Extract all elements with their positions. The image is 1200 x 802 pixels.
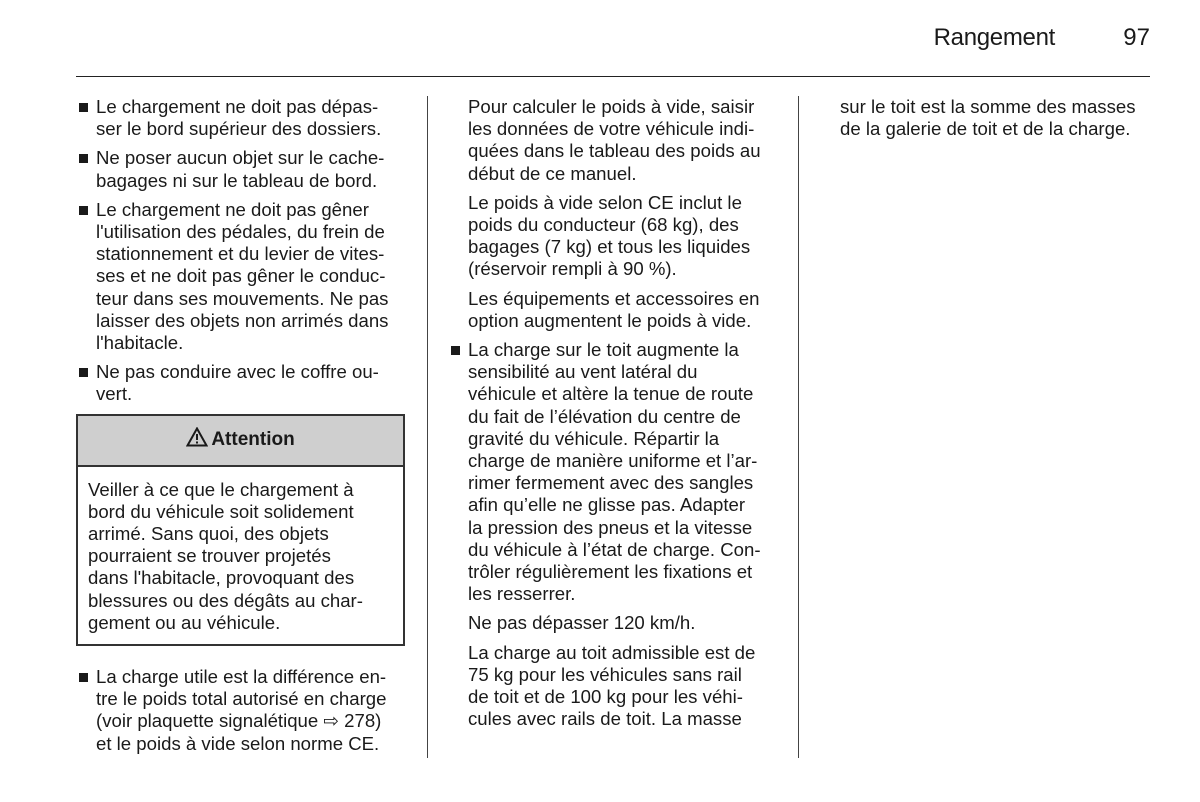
text-line: Le chargement ne doit pas gêner	[96, 198, 369, 220]
text-line: Veiller à ce que le chargement à	[88, 478, 354, 500]
text-line: tre le poids total autorisé en charge	[96, 688, 387, 710]
paragraph	[840, 96, 1155, 140]
column-divider	[427, 96, 428, 758]
column-divider	[798, 96, 799, 758]
text-line: de toit et de 100 kg pour les véhi-	[468, 686, 743, 708]
text-line: quées dans le tableau des poids au	[468, 140, 761, 162]
text-line: Le chargement ne doit pas dépas-	[96, 96, 379, 117]
list-item	[78, 666, 404, 755]
text-line: stationnement et du levier de vites-	[96, 243, 385, 265]
warning-triangle-icon	[186, 427, 208, 453]
text-line: poids du conducteur (68 kg), des	[468, 214, 739, 236]
paragraph	[468, 96, 778, 185]
list-item	[78, 199, 404, 354]
list-item	[450, 339, 778, 605]
text-line: Le poids à vide selon CE inclut le	[468, 191, 742, 213]
bullet-icon	[79, 673, 88, 682]
warning-title: Attention	[211, 429, 295, 451]
text-line: l'utilisation des pédales, du frein de	[96, 221, 385, 243]
warning-body	[78, 467, 403, 644]
text-line: Ne pas dépasser 120 km/h.	[468, 612, 696, 634]
page-number: 97	[1123, 24, 1150, 51]
text-line: bagages ni sur le tableau de bord.	[96, 169, 378, 191]
column-1	[78, 96, 404, 762]
header-rule	[76, 76, 1150, 77]
text-line: et le poids à vide selon norme CE.	[96, 732, 380, 754]
text-line: gement ou au véhicule.	[88, 611, 281, 633]
text-line: La charge utile est la différence en-	[96, 666, 387, 688]
text-line: Pour calculer le poids à vide, saisir	[468, 96, 755, 117]
text-line: charge de manière uniforme et l’ar-	[468, 450, 758, 472]
list-item	[78, 361, 404, 405]
text-line: blessures ou des dégâts au char-	[88, 589, 363, 611]
text-line: sur le toit est la somme des masses	[840, 96, 1136, 117]
text-line: gravité du véhicule. Répartir la	[468, 427, 720, 449]
text-line: afin qu’elle ne glisse pas. Adapter	[468, 494, 746, 516]
text-line: Les équipements et accessoires en	[468, 287, 760, 309]
paragraph	[468, 612, 778, 634]
text-line: début de ce manuel.	[468, 162, 637, 184]
text-line: Ne poser aucun objet sur le cache-	[96, 147, 385, 169]
text-line: la pression des pneus et la vitesse	[468, 516, 753, 538]
list-item	[78, 96, 404, 140]
column-2	[450, 96, 778, 737]
text-line: les données de votre véhicule indi-	[468, 118, 755, 140]
text-line: laisser des objets non arrimés dans	[96, 309, 389, 331]
text-line: rimer fermement avec des sangles	[468, 472, 754, 494]
text-line: de la galerie de toit et de la charge.	[840, 118, 1131, 140]
text-line: du véhicule à l’état de charge. Con-	[468, 538, 761, 560]
warning-box	[76, 414, 405, 646]
text-line: vert.	[96, 383, 133, 405]
text-line: Ne pas conduire avec le coffre ou-	[96, 361, 379, 383]
text-line: (réservoir rempli à 90 %).	[468, 258, 677, 280]
bullet-icon	[79, 368, 88, 377]
page-reference[interactable]: (voir plaquette signalétique ⇨ 278)	[96, 710, 382, 732]
text-line: bagages (7 kg) et tous les liquides	[468, 236, 751, 258]
page-title: Rangement	[933, 24, 1055, 51]
text-line: bord du véhicule soit solidement	[88, 500, 354, 522]
text-line: 75 kg pour les véhicules sans rail	[468, 663, 742, 685]
text-line: ser le bord supérieur des dossiers.	[96, 118, 382, 140]
text-line: l'habitacle.	[96, 332, 184, 354]
text-line: La charge sur le toit augmente la	[468, 339, 739, 361]
warning-header	[78, 416, 403, 467]
bullet-icon	[79, 154, 88, 163]
text-line: La charge au toit admissible est de	[468, 641, 756, 663]
bullet-icon	[79, 103, 88, 112]
text-line: sensibilité au vent latéral du	[468, 361, 698, 383]
bullet-icon	[79, 206, 88, 215]
text-line: véhicule et altère la tenue de route	[468, 383, 754, 405]
text-line: teur dans ses mouvements. Ne pas	[96, 287, 389, 309]
text-line: dans l'habitacle, provoquant des	[88, 567, 355, 589]
text-line: du fait de l’élévation du centre de	[468, 405, 741, 427]
paragraph	[468, 642, 778, 731]
text-line: cules avec rails de toit. La masse	[468, 708, 742, 730]
text-line: pourraient se trouver projetés	[88, 545, 331, 567]
paragraph	[468, 288, 778, 332]
text-line: trôler régulièrement les fixations et	[468, 561, 753, 583]
text-line: ses et ne doit pas gêner le conduc-	[96, 265, 386, 287]
text-line: les resserrer.	[468, 583, 576, 605]
bullet-icon	[451, 346, 460, 355]
text-line: option augmentent le poids à vide.	[468, 309, 752, 331]
text-line: arrimé. Sans quoi, des objets	[88, 523, 329, 545]
paragraph	[468, 192, 778, 281]
list-item	[78, 147, 404, 191]
column-3	[840, 96, 1155, 140]
